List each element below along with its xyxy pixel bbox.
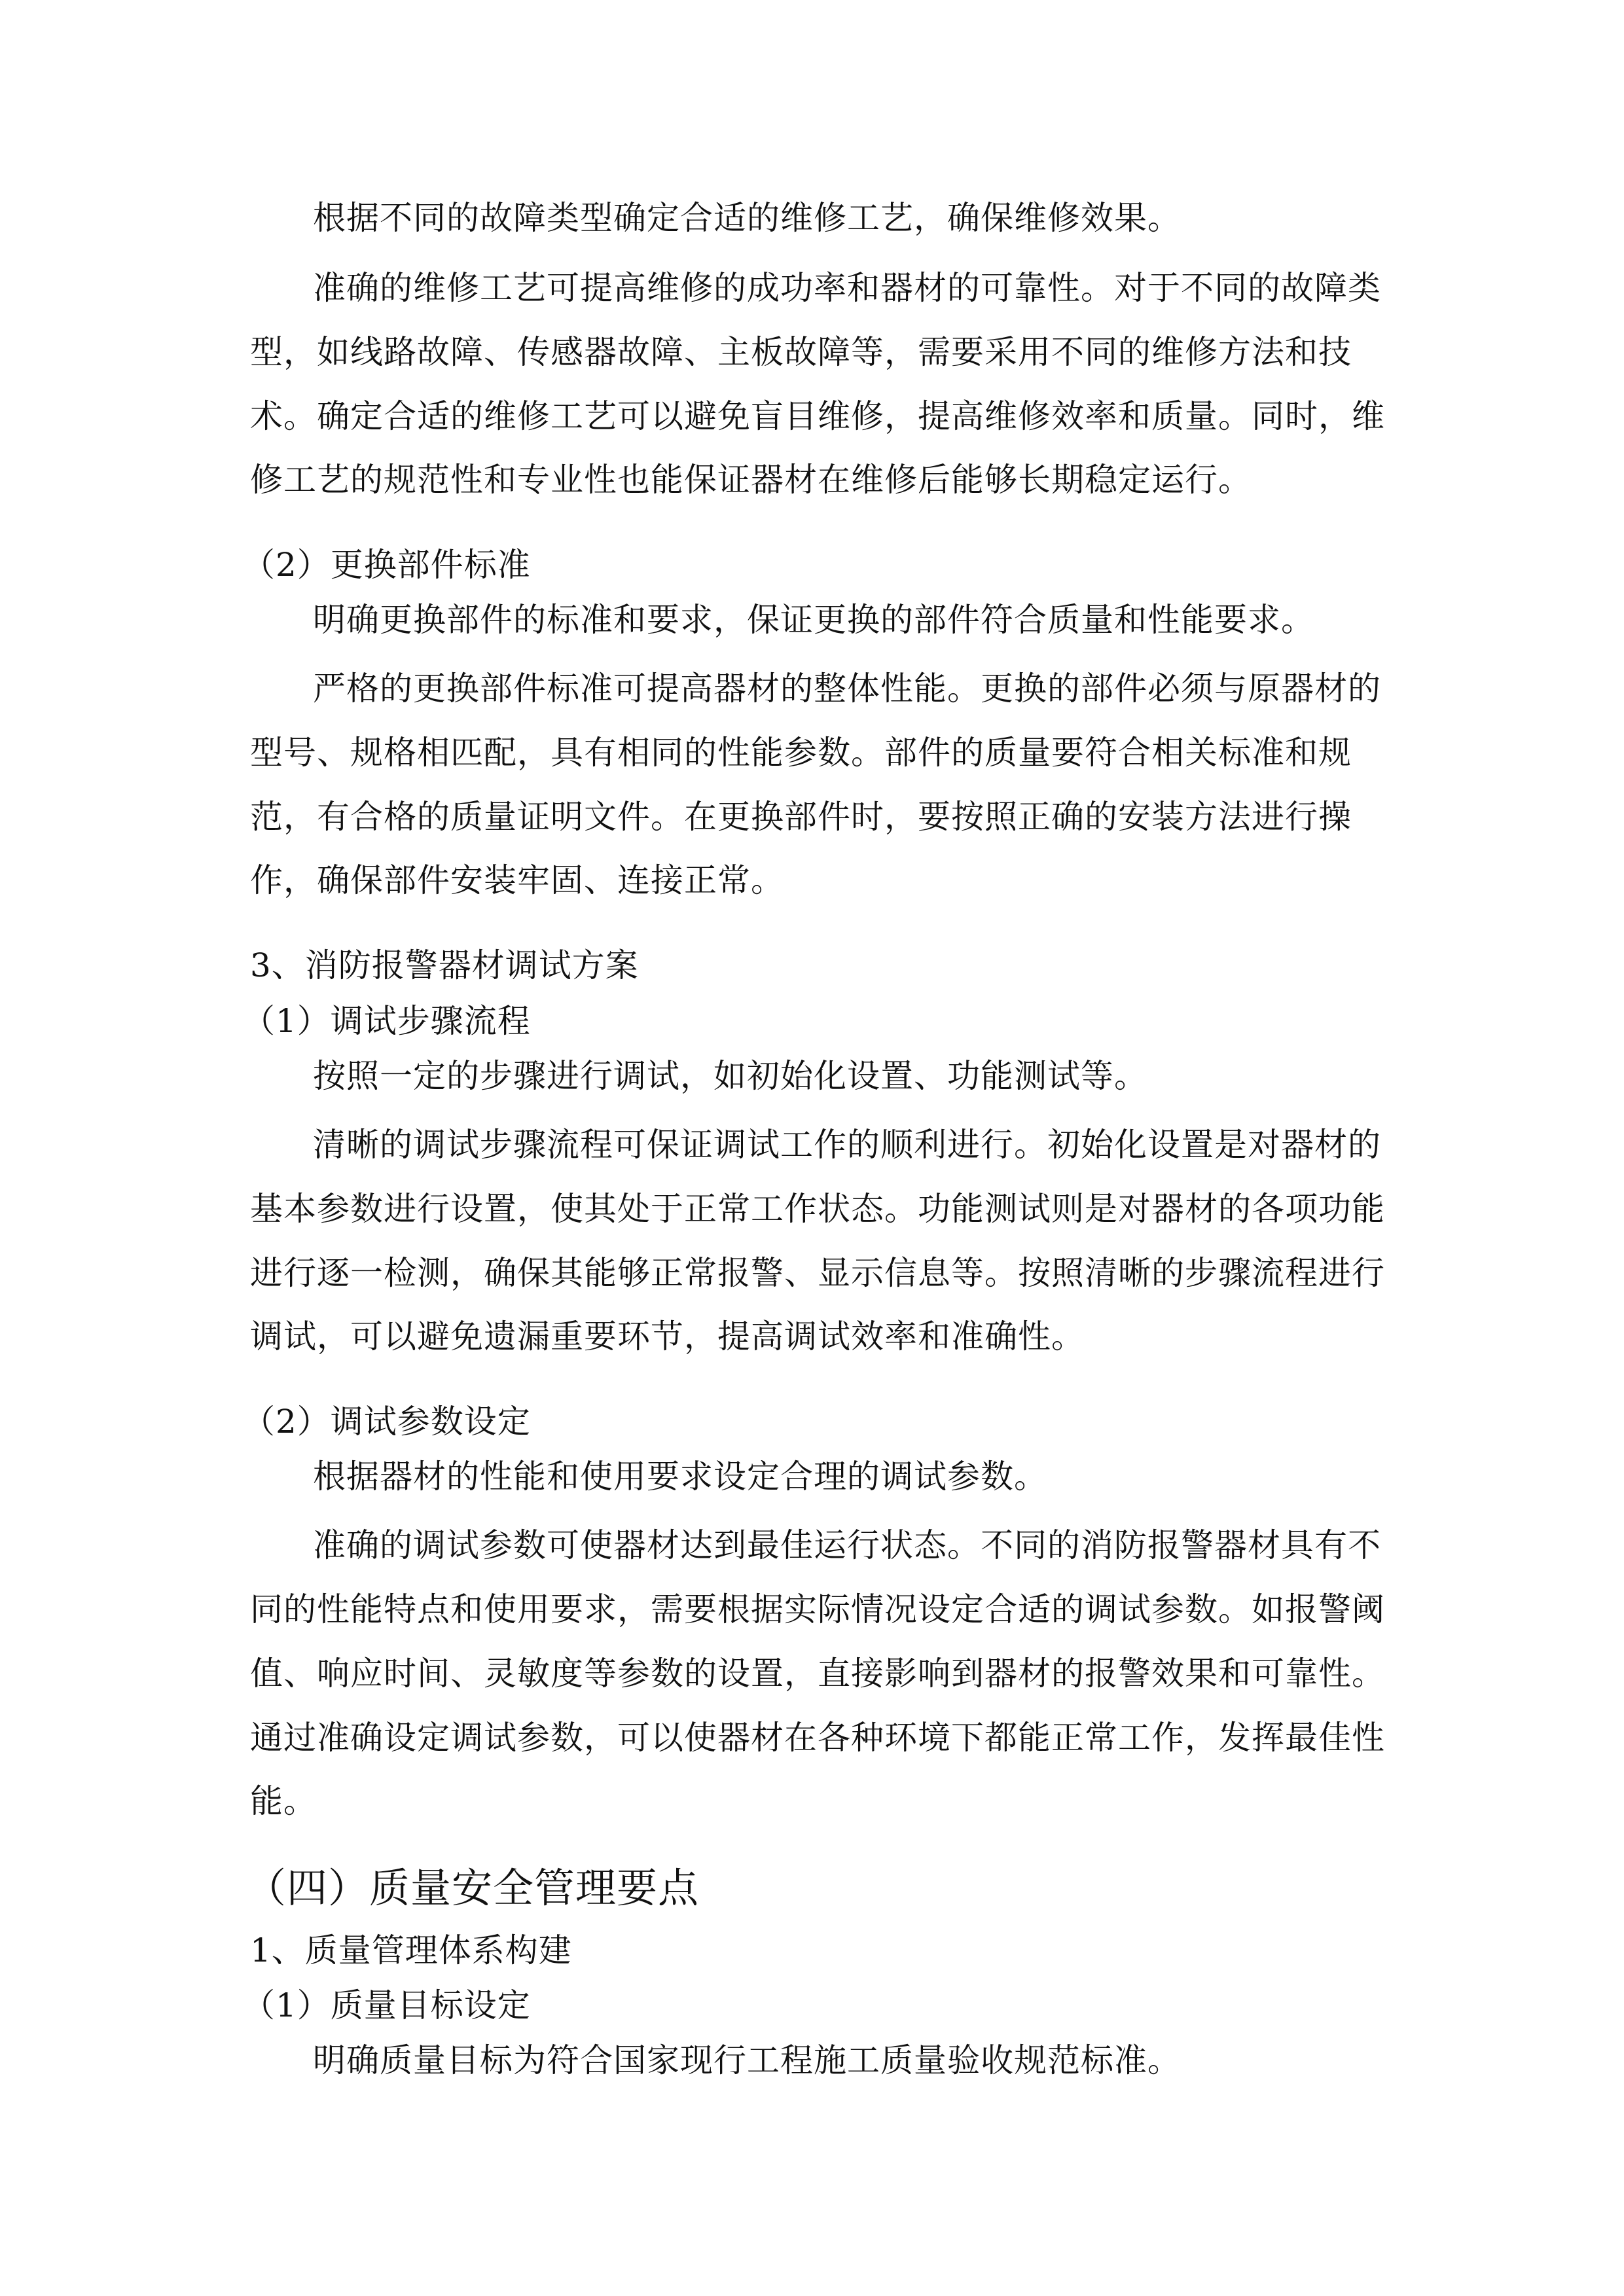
paragraph-line: 同的性能特点和使用要求，需要根据实际情况设定合适的调试参数。如报警阈	[250, 1590, 1385, 1628]
paragraph-line: 范，有合格的质量证明文件。在更换部件时，要按照正确的安装方法进行操	[250, 798, 1352, 836]
section-heading: 3、消防报警器材调试方案	[250, 946, 639, 984]
paragraph-line: 基本参数进行设置，使其处于正常工作状态。功能测试则是对器材的各项功能	[250, 1190, 1385, 1228]
paragraph-line: 明确更换部件的标准和要求，保证更换的部件符合质量和性能要求。	[313, 601, 1314, 639]
subsection-heading: （2）更换部件标准	[242, 546, 531, 584]
paragraph-line: 型号、规格相匹配，具有相同的性能参数。部件的质量要符合相关标准和规	[250, 734, 1352, 772]
paragraph-line: 严格的更换部件标准可提高器材的整体性能。更换的部件必须与原器材的	[313, 670, 1381, 708]
paragraph-line: 型，如线路故障、传感器故障、主板故障等，需要采用不同的维修方法和技	[250, 333, 1352, 371]
paragraph-line: 术。确定合适的维修工艺可以避免盲目维修，提高维修效率和质量。同时，维	[250, 397, 1385, 435]
paragraph-line: 通过准确设定调试参数，可以使器材在各种环境下都能正常工作，发挥最佳性	[250, 1719, 1385, 1757]
section-heading: 1、质量管理体系构建	[250, 1931, 572, 1969]
paragraph-line: 调试，可以避免遗漏重要环节，提高调试效率和准确性。	[250, 1318, 1085, 1355]
paragraph-line: 作，确保部件安装牢固、连接正常。	[250, 861, 784, 899]
paragraph-line: 能。	[250, 1782, 317, 1820]
paragraph-line: 准确的维修工艺可提高维修的成功率和器材的可靠性。对于不同的故障类	[313, 269, 1381, 307]
paragraph-line: 值、响应时间、灵敏度等参数的设置，直接影响到器材的报警效果和可靠性。	[250, 1655, 1385, 1693]
paragraph-line: 明确质量目标为符合国家现行工程施工质量验收规范标准。	[313, 2041, 1181, 2079]
paragraph-line: 进行逐一检测，确保其能够正常报警、显示信息等。按照清晰的步骤流程进行	[250, 1254, 1385, 1292]
paragraph-line: 按照一定的步骤进行调试，如初始化设置、功能测试等。	[313, 1057, 1147, 1095]
paragraph-line: 修工艺的规范性和专业性也能保证器材在维修后能够长期稳定运行。	[250, 461, 1252, 499]
paragraph-line: 准确的调试参数可使器材达到最佳运行状态。不同的消防报警器材具有不	[313, 1526, 1381, 1564]
subsection-heading: （2）调试参数设定	[242, 1403, 531, 1441]
paragraph-line: 根据不同的故障类型确定合适的维修工艺，确保维修效果。	[313, 199, 1181, 237]
chapter-heading: （四）质量安全管理要点	[245, 1864, 700, 1912]
paragraph-line: 清晰的调试步骤流程可保证调试工作的顺利进行。初始化设置是对器材的	[313, 1126, 1381, 1164]
subsection-heading: （1）调试步骤流程	[242, 1002, 531, 1040]
subsection-heading: （1）质量目标设定	[242, 1986, 531, 2024]
paragraph-line: 根据器材的性能和使用要求设定合理的调试参数。	[313, 1458, 1047, 1496]
